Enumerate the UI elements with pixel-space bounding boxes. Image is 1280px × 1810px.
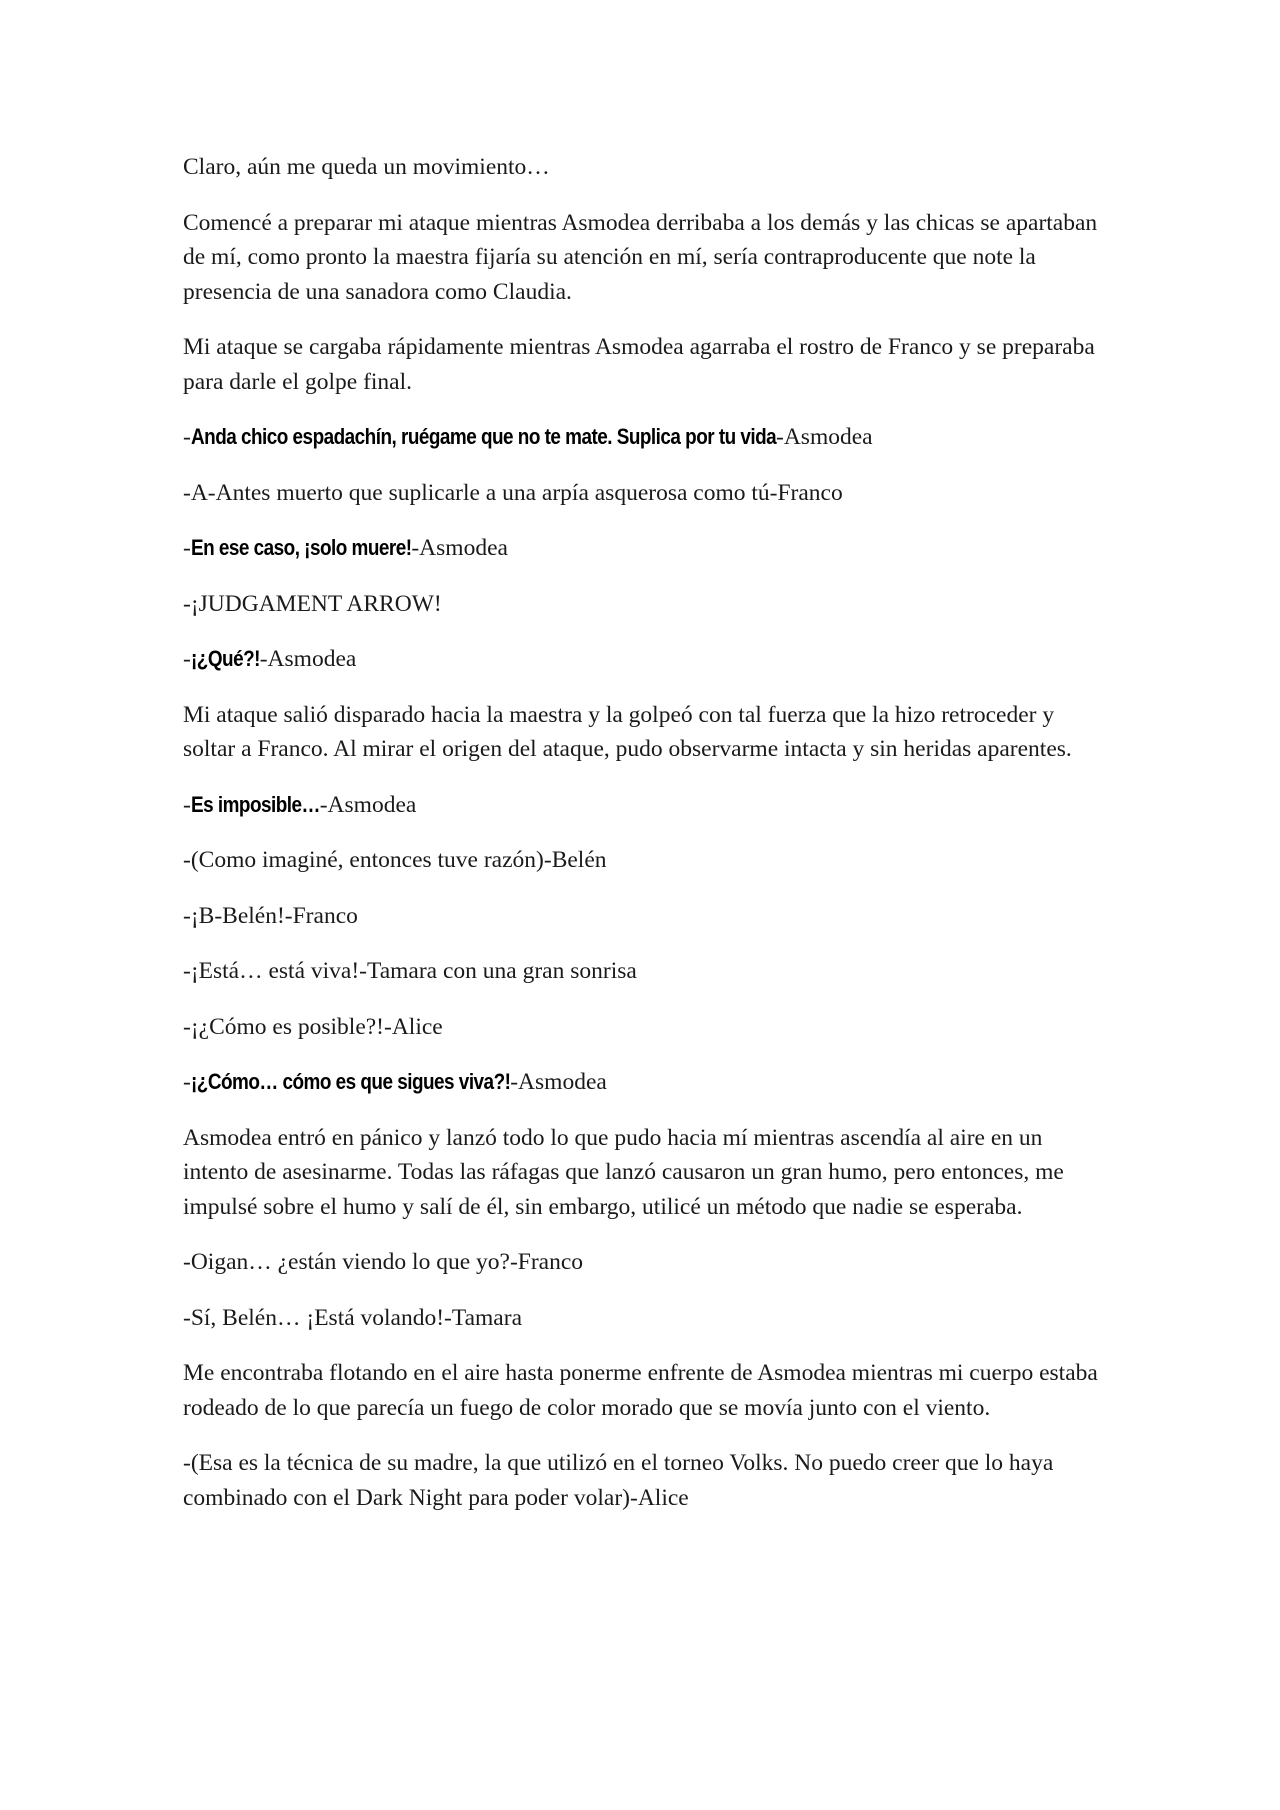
- shout-line: [183, 642, 1103, 677]
- shout-text: Anda chico espadachín, ruégame que no te mate. Suplica por tu vida: [190, 424, 777, 449]
- speaker-tag: -Asmodea: [776, 424, 873, 450]
- paragraph: Mi ataque se cargaba rápidamente mientras Asmodea agarraba el rostro de Franco y se preparaba para darle el golpe final.: [183, 334, 1095, 395]
- shout-text: Es imposible…: [190, 791, 320, 817]
- dialogue-line: -A-Antes muerto que suplicarle a una arpía asquerosa como tú-Franco: [183, 479, 843, 506]
- dialogue-dash: -: [183, 646, 191, 672]
- speaker-tag: -Asmodea: [411, 535, 508, 561]
- paragraph: Me encontraba flotando en el aire hasta ponerme enfrente de Asmodea mientras mi cuerpo estaba rodeado de lo que parecía un fuego de color morado que se movía junto con el viento.: [183, 1360, 1098, 1421]
- dialogue-dash: -: [183, 424, 191, 450]
- shout-line: [183, 420, 1103, 455]
- paragraph: Claro, aún me queda un movimiento…: [183, 154, 550, 180]
- dialogue-line: -¡Está… está viva!-Tamara con una gran sonrisa: [183, 958, 637, 984]
- dialogue-dash: -: [183, 1069, 191, 1095]
- paragraph: Mi ataque salió disparado hacia la maestra y la golpeó con tal fuerza que la hizo retroceder y soltar a Franco. Al mirar el origen del ataque, pudo observarme intacta y sin heridas aparentes.: [183, 701, 1072, 762]
- shout-text: En ese caso, ¡solo muere!: [190, 535, 412, 560]
- document-body: [183, 150, 1103, 1536]
- shout-line: [183, 531, 1103, 566]
- speaker-tag: -Asmodea: [319, 791, 417, 818]
- dialogue-line: -¡JUDGAMENT ARROW!: [183, 590, 442, 617]
- dialogue-line: -Sí, Belén… ¡Está volando!-Tamara: [183, 1304, 522, 1331]
- speaker-tag: -Asmodea: [259, 646, 357, 672]
- dialogue-line: -(Como imaginé, entonces tuve razón)-Belén: [183, 847, 607, 873]
- shout-line: [183, 788, 1103, 823]
- speaker-tag: -Asmodea: [510, 1069, 607, 1095]
- dialogue-line: -¡B-Belén!-Franco: [183, 902, 358, 929]
- dialogue-line: -¡¿Cómo es posible?!-Alice: [183, 1013, 443, 1040]
- shout-text: ¡¿Qué?!: [190, 646, 260, 671]
- shout-line: [183, 1065, 1103, 1100]
- dialogue-line: -Oigan… ¿están viendo lo que yo?-Franco: [183, 1249, 584, 1275]
- paragraph: -(Esa es la técnica de su madre, la que utilizó en el torneo Volks. No puedo creer que lo haya combinado con el Dark Night para poder volar)-Alice: [183, 1450, 1054, 1511]
- dialogue-dash: -: [183, 791, 191, 818]
- shout-text: ¡¿Cómo… cómo es que sigues viva?!: [190, 1069, 511, 1094]
- paragraph: Comencé a preparar mi ataque mientras Asmodea derribaba a los demás y las chicas se apartaban de mí, como pronto la maestra fijaría su atención en mí, sería contraproducente que note la presencia de una sanadora como Claudia.: [183, 209, 1098, 305]
- dialogue-dash: -: [183, 535, 191, 561]
- paragraph: Asmodea entró en pánico y lanzó todo lo que pudo hacia mí mientras ascendía al aire en un intento de asesinarme. Todas las ráfagas que lanzó causaron un gran humo, pero entonces, me impulsé sobre el humo y salí de él, sin embargo, utilicé un método que nadie se esperaba.: [183, 1124, 1064, 1220]
